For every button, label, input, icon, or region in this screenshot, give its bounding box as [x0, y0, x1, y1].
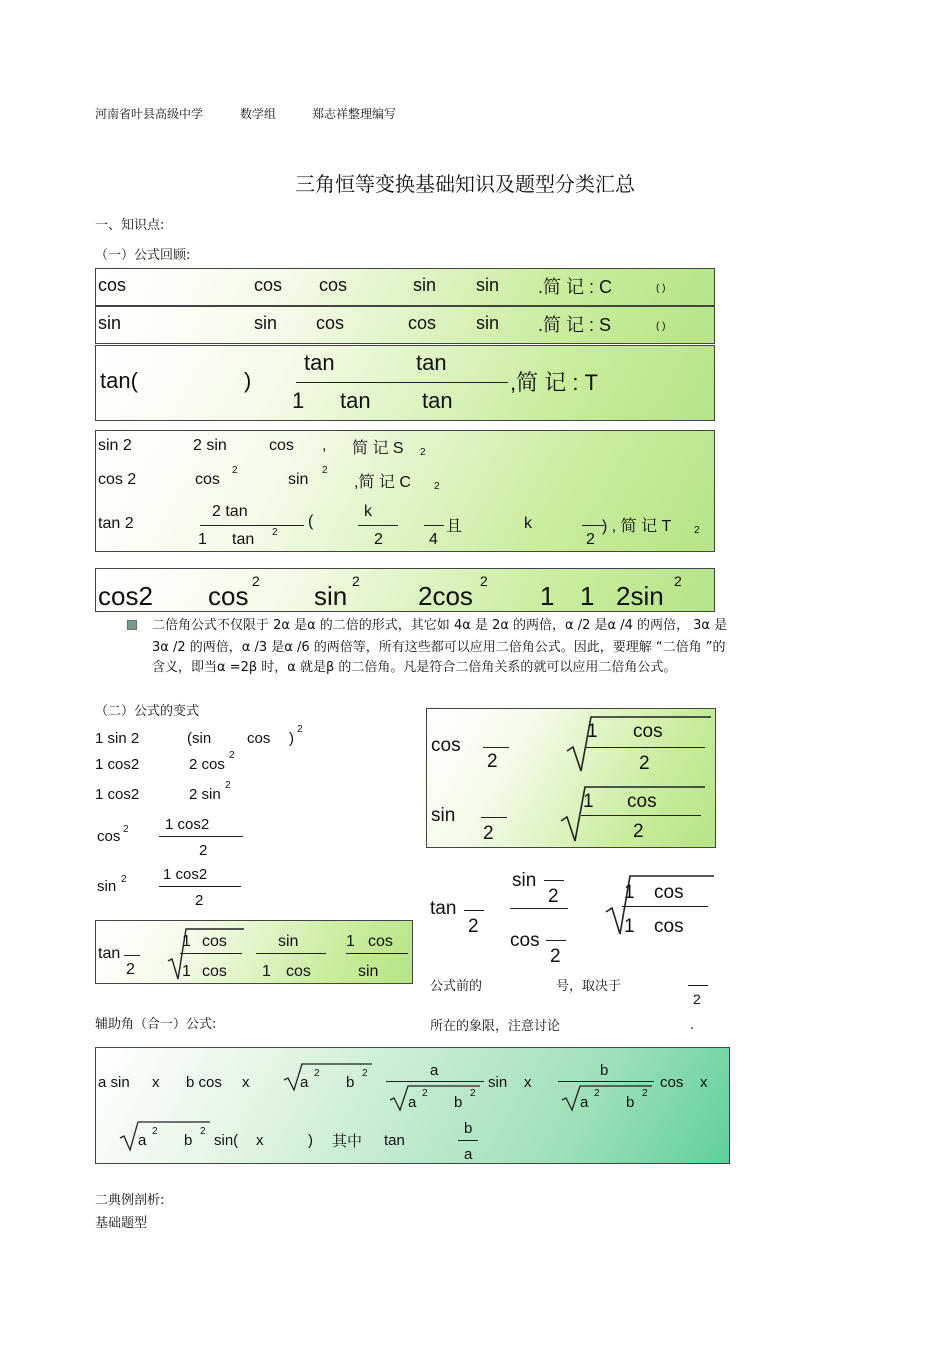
formula-text: 1 [540, 581, 555, 611]
formula-text: sin [254, 313, 278, 333]
formula-text: sin [278, 933, 299, 950]
formula-text: 2 [639, 753, 650, 774]
formula-text: cos [627, 791, 657, 812]
formula-text: cos [654, 916, 684, 937]
formula-text: 2cos [418, 581, 473, 611]
variant-5 [95, 866, 255, 910]
formula-text: cos [97, 828, 121, 845]
aux-angle-box [95, 1047, 730, 1164]
formula-sup: 2 [362, 1068, 368, 1079]
formula-text: cos [269, 437, 294, 454]
formula-text: 1 [624, 916, 635, 937]
formula-text: sin [512, 870, 537, 891]
formula-sup: 2 [123, 824, 129, 835]
variant-4 [95, 816, 255, 860]
half-angle-box [426, 708, 716, 848]
formula-text: k [524, 515, 532, 532]
section-examples: 二典例剖析: [95, 1193, 165, 1208]
formula-text: 1 [182, 963, 191, 980]
formula-text: tan [384, 1132, 405, 1149]
formula-text: b [600, 1062, 609, 1079]
formula-text: tan 2 [98, 515, 134, 532]
formula-text: cos2 [98, 581, 153, 611]
formula-text: a [430, 1062, 439, 1079]
formula-note: ( ) [656, 321, 666, 332]
formula-sup: 2 [594, 1088, 600, 1099]
page-title: 三角恒等变换基础知识及题型分类汇总 [295, 172, 635, 196]
formula-sup: 2 [229, 750, 235, 761]
formula-sup: 2 [470, 1088, 476, 1099]
formula-text: x [256, 1132, 264, 1149]
formula-note: .简 记 : C [538, 277, 613, 297]
formula-text: sin [476, 275, 500, 295]
formula-text: cos [247, 730, 271, 747]
formula-text: 1 [198, 531, 207, 548]
formula-sup: 2 [121, 874, 127, 885]
formula-sup: 2 [225, 780, 231, 791]
formula-text: 2sin [616, 581, 664, 611]
formula-text: ) [308, 1132, 313, 1149]
formula-text: cos 2 [98, 471, 137, 488]
formula-text: 2 [195, 892, 204, 909]
formula-sup: 2 [642, 1088, 648, 1099]
formula-text: b [346, 1074, 355, 1091]
sqrt-icon [282, 1060, 374, 1092]
sign-note-2: 号，取决于 [556, 979, 622, 994]
cos2-box [95, 568, 715, 612]
formula-note: ,简 记 : T [510, 370, 599, 395]
formula-text: x [152, 1074, 160, 1091]
formula-text: 2 [586, 531, 595, 548]
formula-text: sin [358, 963, 379, 980]
sqrt-icon [118, 1118, 212, 1152]
double-angle-box [95, 430, 715, 552]
formula-tan-sum-box [95, 345, 715, 421]
formula-text: tan [232, 531, 255, 548]
formula-text: 1 [587, 721, 598, 742]
bullet-icon [127, 620, 137, 630]
formula-text: 1 [346, 933, 355, 950]
header-group: 数学组 [240, 107, 277, 121]
formula-text: 2 [374, 531, 383, 548]
subsection-variants: （二）公式的变式 [95, 704, 200, 719]
formula-text: 1 cos2 [95, 786, 140, 803]
formula-sup: 2 [232, 465, 238, 476]
formula-text: x [524, 1074, 532, 1091]
formula-text: , [322, 437, 327, 454]
formula-text: b [184, 1132, 193, 1149]
formula-text: tan [304, 350, 335, 375]
formula-sup: 2 [674, 573, 682, 589]
formula-text: a [300, 1074, 309, 1091]
formula-text: sin [488, 1074, 508, 1091]
sign-two: 2 [693, 991, 701, 1007]
formula-text: cos [208, 581, 249, 611]
formula-text: 4 [429, 531, 438, 548]
sqrt-icon [560, 1084, 654, 1112]
formula-cos-sum-box [95, 268, 715, 306]
formula-text: tan [98, 945, 121, 962]
formula-text: k [364, 503, 372, 520]
header-school: 河南省叶县高级中学 [95, 107, 204, 121]
formula-text: 2 [548, 886, 559, 907]
formula-text: cos [510, 930, 540, 951]
formula-text: sin [413, 275, 437, 295]
formula-text: sin [98, 313, 122, 333]
formula-sup: 2 [314, 1068, 320, 1079]
formula-note: 其中 [332, 1132, 363, 1150]
formula-text: 2 [126, 961, 135, 978]
formula-note: ) , 简 记 T [602, 518, 672, 535]
formula-text: sin [431, 805, 456, 826]
formula-text: tan( [100, 368, 138, 393]
formula-text: 2 [199, 842, 208, 859]
formula-text: a [408, 1094, 417, 1111]
formula-text: cos [202, 933, 227, 950]
formula-text: cos [254, 275, 283, 295]
note-line-3: 含义，即当α =2β 时，α 就是β 的二倍角。凡是符合二倍角关系的就可以应用二倍角公式。 [152, 660, 677, 675]
note-line-1: 二倍角公式不仅限于 2α 是α 的二倍的形式，其它如 4α 是 2α 的两倍，α /2 是α /4 的两倍， 3α 是 [152, 618, 728, 633]
formula-text: a [138, 1132, 147, 1149]
formula-text: a sin [98, 1074, 130, 1091]
header-author: 郑志祥整理编写 [312, 107, 397, 121]
formula-text: cos [319, 275, 348, 295]
formula-note: ,简 记 C [354, 474, 411, 491]
subsection-review: （一）公式回顾: [95, 248, 191, 263]
formula-text: 2 [483, 823, 494, 844]
formula-sin-sum-box [95, 306, 715, 344]
formula-text: 2 sin [193, 437, 227, 454]
formula-text: 1 cos2 [95, 756, 140, 773]
formula-text: cos [408, 313, 437, 333]
formula-text: ) [244, 368, 252, 393]
sign-note-1: 公式前的 [430, 979, 483, 994]
formula-text: b [464, 1120, 473, 1137]
formula-note: ( ) [656, 283, 666, 294]
formula-sub: 2 [694, 525, 700, 536]
formula-text: sin( [214, 1132, 239, 1149]
formula-text: tan [416, 350, 447, 375]
formula-text: 2 cos [189, 756, 225, 773]
formula-text: 1 sin 2 [95, 730, 140, 747]
tan-half-box [95, 920, 413, 984]
note-line-2: 3α /2 的两倍，α /3 是α /6 的两倍等，所有这些都可以应用二倍角公式。因此，要理解 “二倍角 ”的 [152, 640, 726, 655]
tan-half-angle [430, 868, 720, 968]
formula-text: cos [316, 313, 345, 333]
formula-text: sin [314, 581, 348, 611]
sign-note-dot: . [690, 1018, 695, 1033]
formula-text: (sin [187, 730, 212, 747]
formula-text: cos [195, 471, 220, 488]
formula-text: tan [422, 388, 453, 413]
formula-text: 1 cos2 [165, 816, 210, 833]
formula-text: cos [654, 882, 684, 903]
formula-text: sin [288, 471, 309, 488]
formula-text: 1 [580, 581, 595, 611]
formula-text: b [454, 1094, 463, 1111]
formula-text: 1 [182, 933, 191, 950]
formula-text: 2 [487, 751, 498, 772]
formula-text: cos [368, 933, 393, 950]
formula-text: 2 tan [212, 503, 248, 520]
formula-text: ( [308, 513, 314, 530]
aux-label: 辅助角（合一）公式: [95, 1017, 217, 1032]
formula-sup: 2 [422, 1088, 428, 1099]
formula-text: cos [660, 1074, 684, 1091]
formula-text: 2 [633, 821, 644, 842]
formula-text: 1 [583, 791, 594, 812]
formula-text: cos [431, 735, 461, 756]
formula-text: x [242, 1074, 250, 1091]
formula-sub: 2 [420, 447, 426, 458]
section-knowledge: 一、知识点: [95, 218, 165, 233]
formula-text: tan [430, 898, 457, 919]
formula-text: x [700, 1074, 708, 1091]
formula-sup: 2 [352, 573, 360, 589]
formula-text: b cos [186, 1074, 222, 1091]
formula-text: sin 2 [98, 437, 132, 454]
formula-text: 1 [624, 882, 635, 903]
formula-note: 简 记 S [352, 440, 404, 457]
formula-sup: 2 [297, 724, 303, 735]
section-basic: 基础题型 [95, 1216, 148, 1231]
formula-sup: 2 [200, 1126, 206, 1137]
formula-note: 且 [446, 516, 463, 535]
formula-note: .简 记 : S [538, 315, 612, 335]
sqrt-icon [388, 1084, 482, 1112]
formula-sup: 2 [322, 465, 328, 476]
formula-text: sin [97, 878, 117, 895]
formula-text: 1 [292, 388, 305, 413]
formula-text: b [626, 1094, 635, 1111]
formula-text: 1 [262, 963, 271, 980]
formula-text: cos [286, 963, 311, 980]
formula-sup: 2 [152, 1126, 158, 1137]
formula-sup: 2 [252, 573, 260, 589]
formula-text: a [464, 1146, 473, 1163]
formula-text: cos [98, 275, 127, 295]
formula-text: cos [633, 721, 663, 742]
formula-sup: 2 [272, 527, 278, 538]
formula-text: tan [340, 388, 371, 413]
formula-text: ) [289, 730, 294, 747]
formula-text: a [580, 1094, 589, 1111]
formula-text: cos [202, 963, 227, 980]
formula-sup: 2 [480, 573, 488, 589]
formula-text: 2 sin [189, 786, 221, 803]
formula-text: 1 cos2 [163, 866, 208, 883]
formula-text: sin [476, 313, 500, 333]
formula-sub: 2 [434, 481, 440, 492]
formula-text: 2 [550, 946, 561, 967]
sign-note-3: 所在的象限，注意讨论 [430, 1019, 561, 1034]
formula-text: 2 [468, 916, 479, 937]
